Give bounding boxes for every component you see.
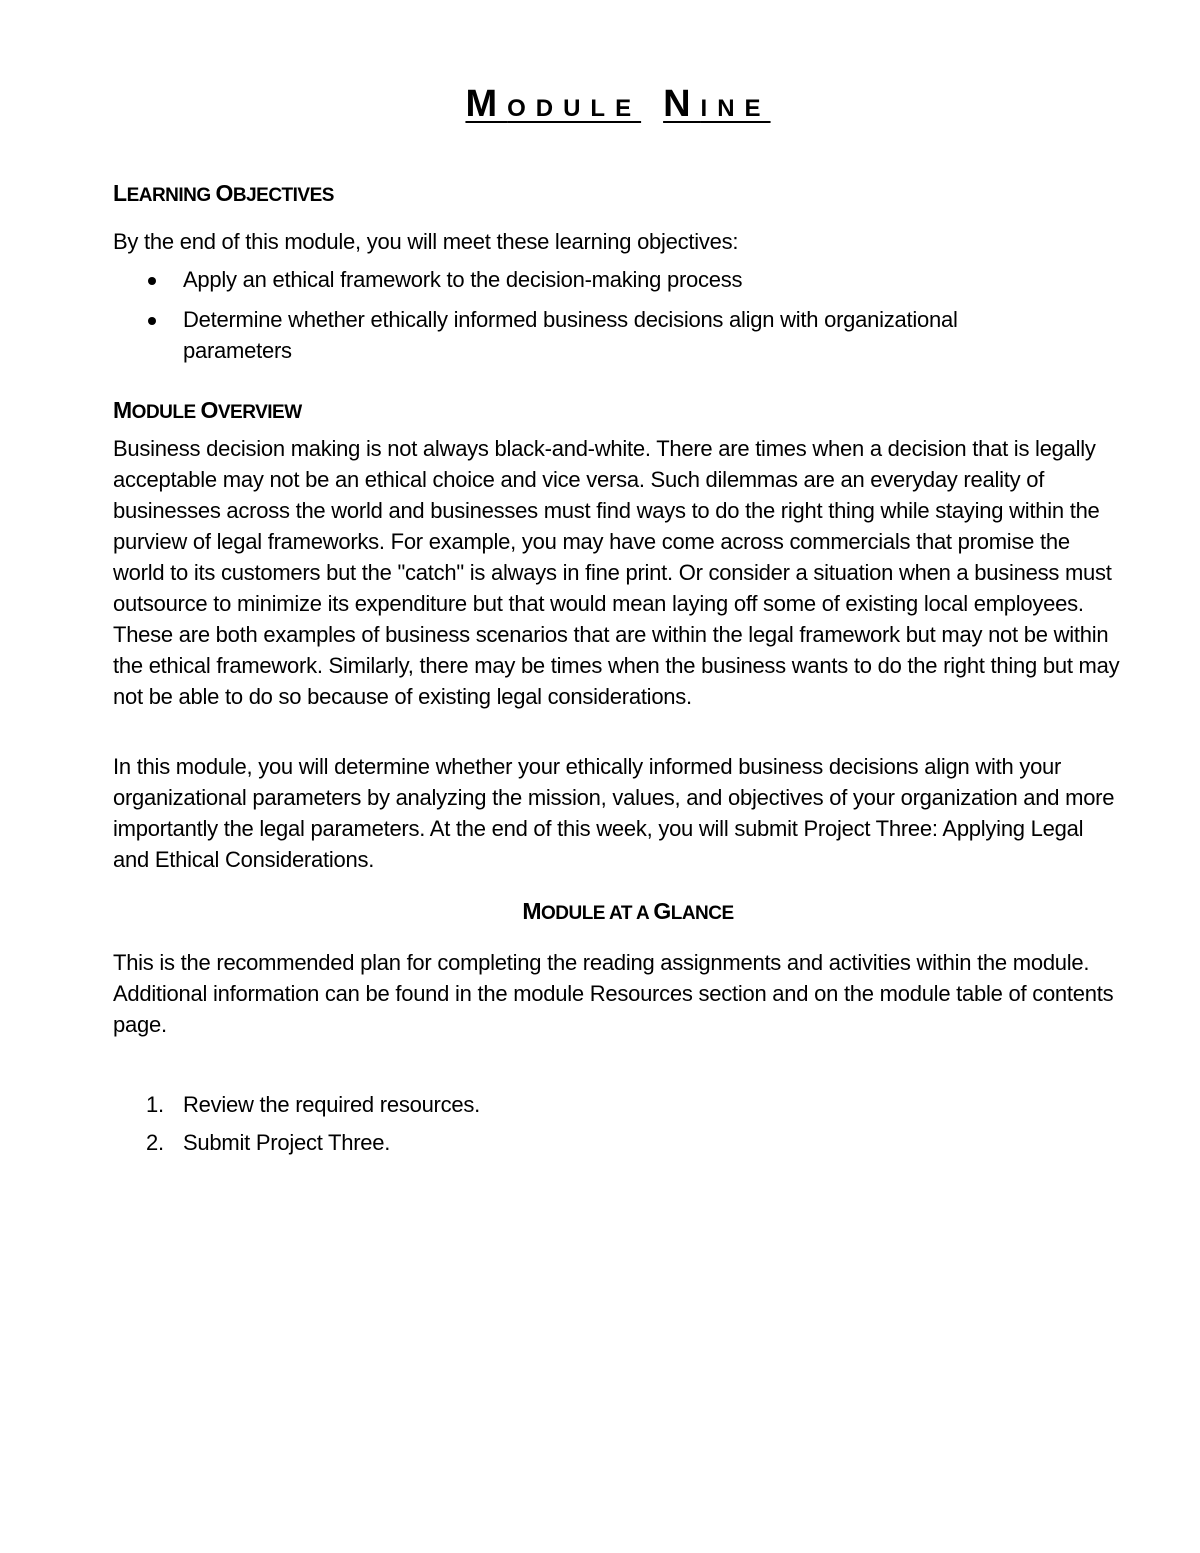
page-title bbox=[113, 82, 1123, 131]
bullet-icon bbox=[148, 317, 156, 325]
step-text: Submit Project Three. bbox=[183, 1130, 391, 1155]
overview-paragraph-1: Business decision making is not always black-and-white. There are times when a decision that is legally acceptable may not be an ethical choice and vice versa. Such dilemmas are an everyday reality of businesses across the world and businesses must find ways to do the right thing while staying within the purview of legal frameworks. For example, you may have come across commercials that promise the world to its customers but the "catch" is always in fine print. Or consider a situation when a business must outsource to minimize its expenditure but that would mean laying off some of existing local employees. These are both examples of business scenarios that are within the legal framework but may not be within the ethical framework. Similarly, there may be times when the business wants to do the right thing but may not be able to do so because of existing legal considerations. bbox=[113, 436, 1120, 709]
step-text: Review the required resources. bbox=[183, 1092, 480, 1117]
title-letter: M bbox=[465, 83, 508, 125]
step-number: 1. bbox=[146, 1092, 164, 1117]
title-letters: ODULE bbox=[507, 95, 642, 122]
learning-objectives-heading: LEARNING OBJECTIVES bbox=[113, 180, 334, 206]
title-letters: INE bbox=[700, 95, 771, 122]
module-at-a-glance-heading: MODULE AT A GLANCE bbox=[522, 898, 734, 924]
objectives-intro: By the end of this module, you will meet these learning objectives: bbox=[113, 229, 739, 254]
module-overview-heading: MODULE OVERVIEW bbox=[113, 397, 302, 423]
objective-text: Apply an ethical framework to the decision-making process bbox=[183, 267, 743, 292]
title-letter: N bbox=[663, 83, 701, 125]
bullet-icon bbox=[148, 277, 156, 285]
overview-paragraph-2: In this module, you will determine whether your ethically informed business decisions align with your organizational parameters by analyzing the mission, values, and objectives of your organization and more importantly the legal parameters. At the end of this week, you will submit Project Three: Applying Legal and Ethical Considerations. bbox=[113, 754, 1115, 872]
glance-intro: This is the recommended plan for completing the reading assignments and activities within the module. Additional information can be found in the module Resources section and on the module table of contents page. bbox=[113, 950, 1114, 1037]
step-number: 2. bbox=[146, 1130, 164, 1155]
objective-text: Determine whether ethically informed business decisions align with organizational parameters bbox=[183, 307, 958, 363]
